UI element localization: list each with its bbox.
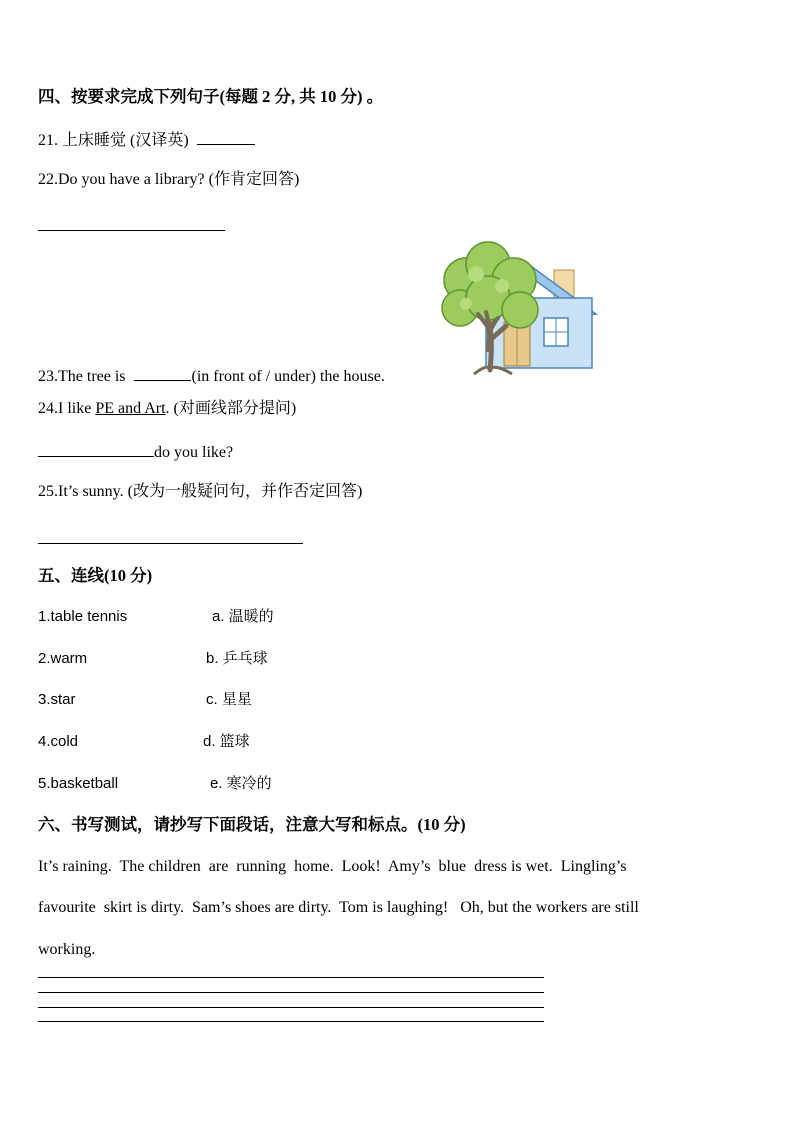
copy-text-line-3: working. — [38, 941, 96, 958]
question-24-underlined: PE and Art — [95, 400, 166, 417]
answer-line-22[interactable] — [38, 230, 225, 231]
match-left-5[interactable]: 5.basketball — [38, 775, 119, 792]
answer-blank-24[interactable] — [38, 441, 154, 457]
match-left-1[interactable]: 1.table tennis — [38, 608, 128, 625]
question-23 — [38, 365, 385, 387]
writing-line-2[interactable] — [38, 992, 544, 993]
question-23-suffix: (in front of / under) the house. — [191, 368, 385, 385]
section-5-heading: 五、连线(10 分) — [38, 566, 153, 585]
question-22: 22.Do you have a library? (作肯定回答) — [38, 171, 300, 188]
question-21 — [38, 129, 255, 151]
match-left-3[interactable]: 3.star — [38, 691, 76, 708]
match-right-d[interactable]: d. 篮球 — [203, 733, 250, 750]
match-left-4[interactable]: 4.cold — [38, 733, 79, 750]
match-right-a[interactable]: a. 温暖的 — [212, 608, 274, 625]
question-21-text: 21. 上床睡觉 (汉译英) — [38, 132, 189, 149]
question-24-answer — [38, 441, 233, 463]
question-24-prefix: 24.I like — [38, 400, 92, 417]
copy-text-line-1: It’s raining. The children are running home. Look! Amy’s blue dress is wet. Lingling’s — [38, 858, 627, 875]
match-right-b[interactable]: b. 乒乓球 — [206, 650, 268, 667]
writing-line-3[interactable] — [38, 1007, 544, 1008]
section-4-heading: 四、按要求完成下列句子(每题 2 分, 共 10 分) 。 — [38, 87, 384, 106]
question-24 — [38, 399, 296, 419]
question-24-suffix: . (对画线部分提问) — [165, 400, 297, 417]
question-24-answer-suffix: do you like? — [154, 444, 234, 461]
writing-line-1[interactable] — [38, 977, 544, 978]
tree-and-house-illustration — [436, 240, 598, 382]
match-right-e[interactable]: e. 寒冷的 — [210, 775, 272, 792]
section-6-heading: 六、书写测试，请抄写下面段话，注意大写和标点。(10 分) — [38, 815, 466, 834]
question-23-prefix: 23.The tree is — [38, 368, 126, 385]
answer-blank-23[interactable] — [134, 365, 191, 381]
writing-line-4[interactable] — [38, 1021, 544, 1022]
answer-blank-21[interactable] — [197, 129, 255, 145]
match-left-2[interactable]: 2.warm — [38, 650, 88, 667]
answer-line-25[interactable] — [38, 543, 303, 544]
question-25: 25.It’s sunny. (改为一般疑问句，并作否定回答) — [38, 483, 363, 500]
match-right-c[interactable]: c. 星星 — [206, 691, 252, 708]
copy-text-line-2: favourite skirt is dirty. Sam’s shoes are dirty. Tom is laughing! Oh, but the workers are still — [38, 899, 639, 916]
